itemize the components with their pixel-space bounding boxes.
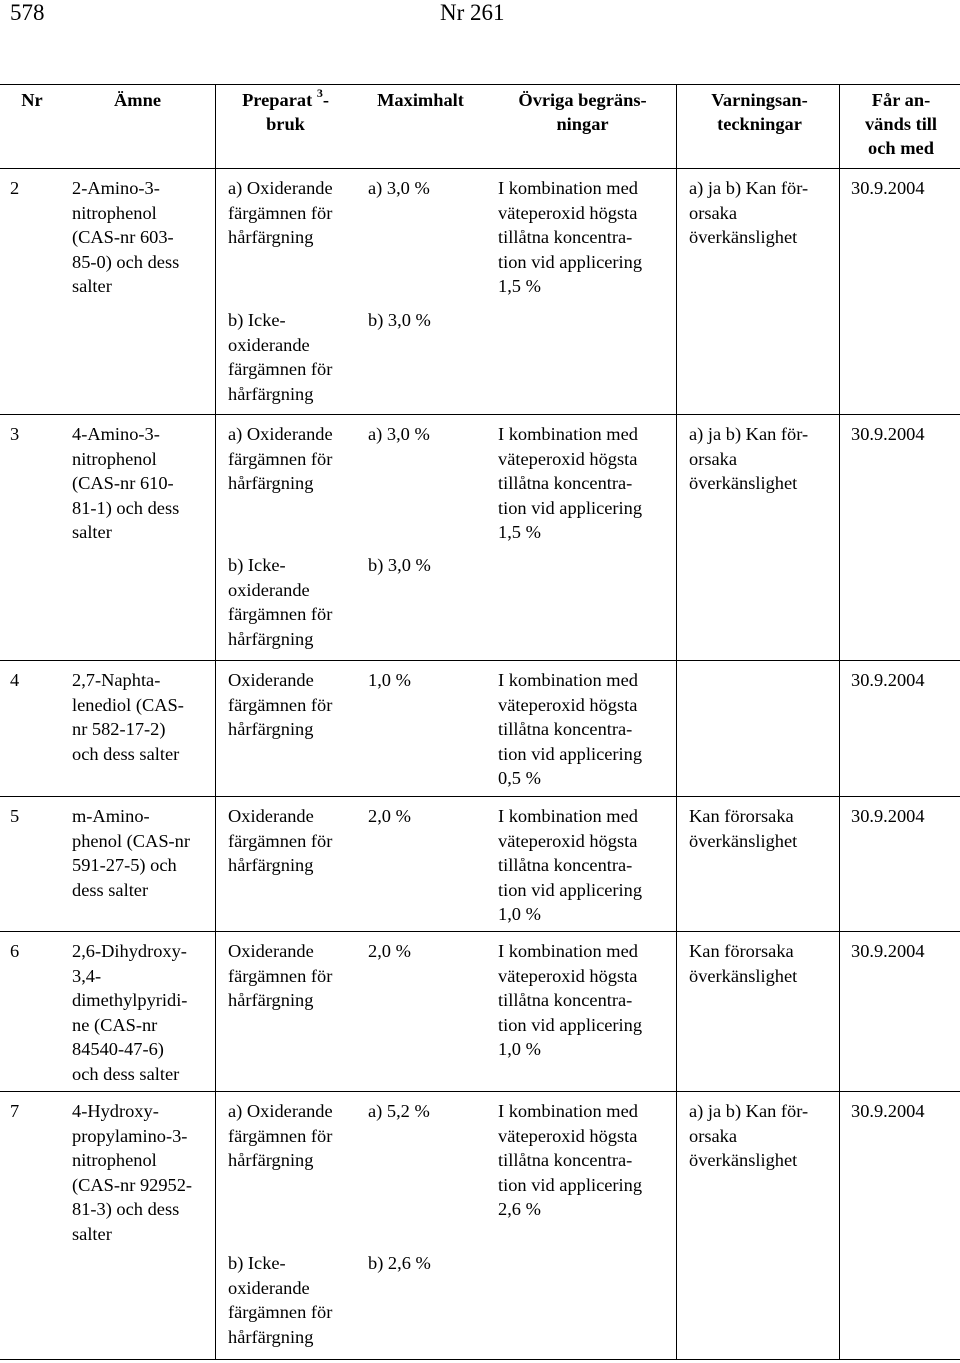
row-nr: 5 — [10, 806, 20, 826]
row-preparat-a: a) Oxiderande färgämnen för hårfärgning — [228, 1101, 333, 1171]
row-datum: 30.9.2004 — [851, 806, 925, 826]
row-varning: a) ja b) Kan för- orsaka överkänslighet — [689, 424, 809, 494]
header-varning-line2: teckningar — [717, 114, 802, 134]
table-row — [0, 796, 960, 932]
row-max-a: a) 3,0 % — [368, 178, 430, 198]
header-preparat-line1: Preparat — [242, 90, 313, 110]
row-amne: 2,7-Naphta- lenediol (CAS- nr 582-17-2) och dess salter — [72, 670, 184, 764]
header-preparat-footnote: 3 — [316, 85, 323, 100]
header-nr: Nr — [21, 90, 43, 110]
row-max-b: b) 3,0 % — [368, 555, 431, 575]
row-datum: 30.9.2004 — [851, 178, 925, 198]
header-far-line3: och med — [868, 138, 934, 158]
row-max-a: a) 3,0 % — [368, 424, 430, 444]
row-preparat-a: Oxiderande färgämnen för hårfärgning — [228, 670, 333, 740]
row-preparat-a: a) Oxiderande färgämnen för hårfärgning — [228, 178, 333, 248]
row-preparat-b: b) Icke- oxiderande färgämnen för hårfärgning — [228, 1253, 333, 1347]
page-header — [0, 0, 960, 40]
row-varning: a) ja b) Kan för- orsaka överkänslighet — [689, 178, 809, 248]
table-row — [0, 1091, 960, 1360]
row-datum: 30.9.2004 — [851, 670, 925, 690]
header-ovriga-line1: Övriga begräns- — [518, 90, 647, 110]
header-far-line2: vänds till — [864, 114, 938, 134]
row-max-a: 2,0 % — [368, 806, 411, 826]
row-amne: m-Amino- phenol (CAS-nr 591-27-5) och dess salter — [72, 806, 190, 900]
row-nr: 7 — [10, 1101, 20, 1121]
header-amne: Ämne — [114, 90, 161, 110]
header-preparat — [218, 85, 353, 113]
row-ovriga: I kombination med väteperoxid högsta tillåtna koncentra- tion vid applicering 2,6 % — [498, 1101, 643, 1220]
table-row — [0, 931, 960, 1092]
table-row — [0, 414, 960, 661]
row-preparat-b: b) Icke- oxiderande färgämnen för hårfärgning — [228, 555, 333, 649]
row-max-b: b) 2,6 % — [368, 1253, 431, 1273]
row-preparat-a: Oxiderande färgämnen för hårfärgning — [228, 941, 333, 1011]
row-max-a: 1,0 % — [368, 670, 411, 690]
issue-number: Nr 261 — [440, 0, 505, 25]
table-header — [0, 84, 960, 169]
row-amne: 2,6-Dihydroxy- 3,4- dimethylpyridi- ne (CAS-nr 84540-47-6) och dess salter — [72, 941, 188, 1084]
header-far-line1: Får an- — [871, 90, 931, 110]
header-preparat-dash: - — [322, 90, 329, 110]
row-preparat-b: b) Icke- oxiderande färgämnen för hårfärgning — [228, 310, 333, 404]
row-amne: 2-Amino-3- nitrophenol (CAS-nr 603- 85-0) och dess salter — [72, 178, 180, 297]
row-nr: 4 — [10, 670, 20, 690]
row-ovriga: I kombination med väteperoxid högsta tillåtna koncentra- tion vid applicering 1,5 % — [498, 178, 643, 297]
row-nr: 6 — [10, 941, 20, 961]
row-amne: 4-Hydroxy- propylamino-3- nitrophenol (CAS-nr 92952- 81-3) och dess salter — [72, 1101, 193, 1244]
row-ovriga: I kombination med väteperoxid högsta tillåtna koncentra- tion vid applicering 1,5 % — [498, 424, 643, 543]
row-ovriga: I kombination med väteperoxid högsta tillåtna koncentra- tion vid applicering 0,5 % — [498, 670, 643, 789]
header-preparat-line2: bruk — [266, 114, 305, 134]
row-nr: 2 — [10, 178, 20, 198]
table-row — [0, 168, 960, 415]
header-maximhalt: Maximhalt — [377, 90, 464, 110]
row-amne: 4-Amino-3- nitrophenol (CAS-nr 610- 81-1) och dess salter — [72, 424, 180, 543]
row-ovriga: I kombination med väteperoxid högsta tillåtna koncentra- tion vid applicering 1,0 % — [498, 806, 643, 925]
row-varning: a) ja b) Kan för- orsaka överkänslighet — [689, 1101, 809, 1171]
header-ovriga-line2: ningar — [556, 114, 609, 134]
row-max-a: 2,0 % — [368, 941, 411, 961]
row-ovriga: I kombination med väteperoxid högsta tillåtna koncentra- tion vid applicering 1,0 % — [498, 941, 643, 1060]
table-row — [0, 660, 960, 797]
row-max-a: a) 5,2 % — [368, 1101, 430, 1121]
row-datum: 30.9.2004 — [851, 424, 925, 444]
row-datum: 30.9.2004 — [851, 941, 925, 961]
row-max-b: b) 3,0 % — [368, 310, 431, 330]
row-nr: 3 — [10, 424, 20, 444]
row-varning: Kan förorsaka överkänslighet — [689, 941, 798, 986]
header-varning-line1: Varningsan- — [711, 90, 808, 110]
row-preparat-a: a) Oxiderande färgämnen för hårfärgning — [228, 424, 333, 494]
row-preparat-a: Oxiderande färgämnen för hårfärgning — [228, 806, 333, 876]
row-datum: 30.9.2004 — [851, 1101, 925, 1121]
row-varning: Kan förorsaka överkänslighet — [689, 806, 798, 851]
page-number: 578 — [10, 0, 45, 25]
